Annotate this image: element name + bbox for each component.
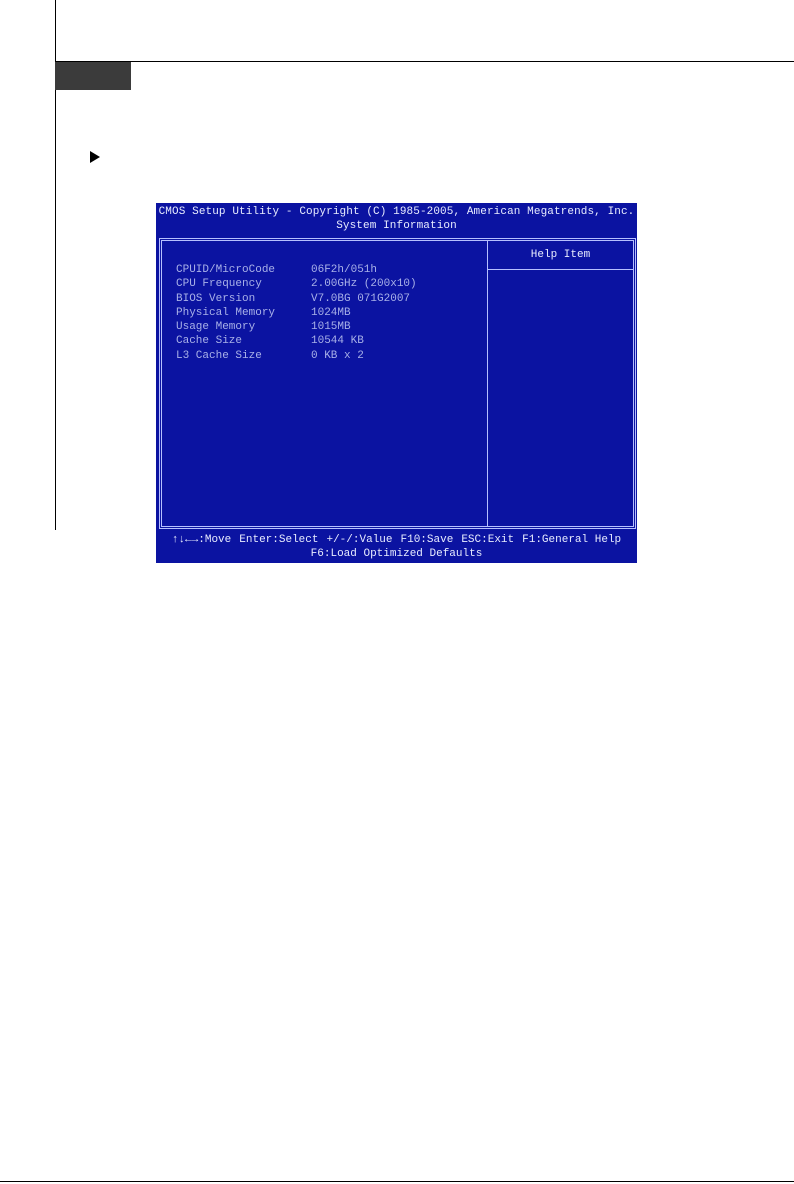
- footer-key-help: F1:General Help: [522, 534, 622, 546]
- footer-key-save: F10:Save: [400, 534, 454, 546]
- system-info-row: [176, 349, 476, 363]
- bios-footer: [156, 530, 637, 563]
- system-info-list: [176, 263, 476, 363]
- help-item-title: Help Item: [530, 249, 591, 261]
- footer-key-move: ↑↓←→:Move: [171, 534, 232, 546]
- system-info-row: [176, 334, 476, 348]
- footer-key-value: +/-/:Value: [326, 534, 393, 546]
- info-label: Physical Memory: [176, 306, 276, 319]
- info-value: 2.00GHz (200x10): [311, 278, 417, 291]
- info-value: 1024MB: [311, 306, 351, 319]
- info-value: 10544 KB: [311, 335, 364, 348]
- bios-title: CMOS Setup Utility - Copyright (C) 1985-2005, American Megatrends, Inc.: [158, 206, 635, 218]
- info-value: V7.0BG 071G2007: [311, 292, 411, 305]
- info-label: CPUID/MicroCode: [176, 264, 276, 276]
- info-value: 1015MB: [311, 321, 351, 334]
- bios-header: [156, 203, 637, 235]
- footer-load-defaults: F6:Load Optimized Defaults: [310, 548, 483, 560]
- page-top-rule: [55, 61, 794, 62]
- bios-screen: [156, 203, 637, 563]
- bios-subtitle: System Information: [336, 220, 457, 232]
- info-label: Cache Size: [176, 335, 243, 348]
- triangle-right-icon: [90, 151, 100, 163]
- system-info-row: [176, 277, 476, 291]
- info-label: Usage Memory: [176, 321, 256, 334]
- bios-main-frame: [159, 238, 636, 529]
- info-label: CPU Frequency: [176, 278, 262, 291]
- system-info-row: [176, 320, 476, 334]
- page-header-tab: [55, 62, 131, 90]
- info-value: 0 KB x 2: [311, 349, 364, 362]
- info-value: 06F2h/051h: [311, 264, 378, 276]
- system-info-row: [176, 306, 476, 320]
- info-label: L3 Cache Size: [176, 349, 262, 362]
- system-info-row: [176, 292, 476, 306]
- footer-key-exit: ESC:Exit: [461, 534, 515, 546]
- info-label: BIOS Version: [176, 292, 256, 305]
- help-panel-header: [488, 241, 633, 270]
- footer-keys: [156, 533, 637, 547]
- footer-key-select: Enter:Select: [239, 534, 319, 546]
- system-info-row: [176, 263, 476, 277]
- page-bottom-rule: [0, 1181, 794, 1182]
- help-panel-divider: [487, 241, 488, 526]
